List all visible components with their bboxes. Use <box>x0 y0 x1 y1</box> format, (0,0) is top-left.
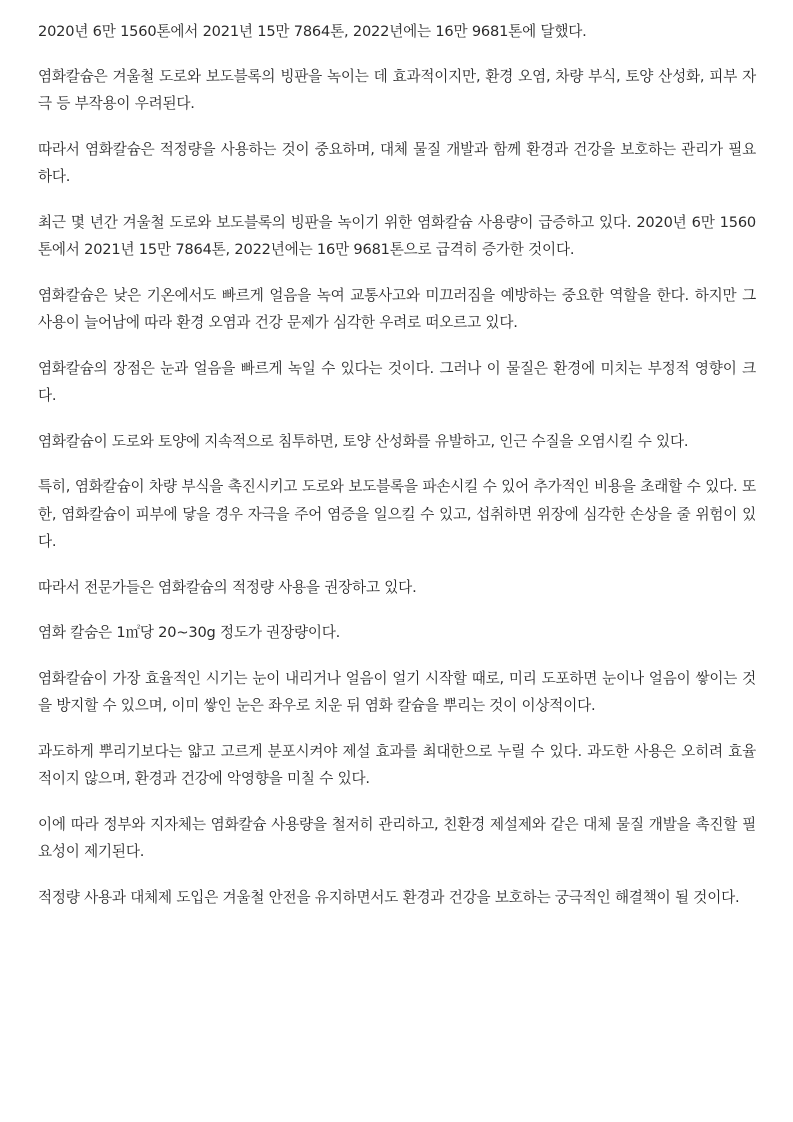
paragraph-4: 최근 몇 년간 겨울철 도로와 보도블록의 빙판을 녹이기 위한 염화칼슘 사용량이 급증하고 있다. 2020년 6만 1560톤에서 2021년 15만 7864톤, 2022년에는 16만 9681톤으로 급격히 증가한 것이다. <box>38 213 756 258</box>
article-body <box>38 18 756 929</box>
paragraph-10: 염화 칼숨은 1㎡당 20~30g 정도가 권장량이다. <box>38 624 341 641</box>
paragraph-3: 따라서 염화칼슘은 적정량을 사용하는 것이 중요하며, 대체 물질 개발과 함께 환경과 건강을 보호하는 관리가 필요하다. <box>38 140 756 185</box>
paragraph-11: 염화칼슘이 가장 효율적인 시기는 눈이 내리거나 얼음이 얼기 시작할 때로, 미리 도포하면 눈이나 얼음이 쌓이는 것을 방지할 수 있으며, 이미 쌓인 눈은 좌우로 치운 뒤 염화 칼슘을 뿌리는 것이 이상적이다. <box>38 669 756 714</box>
paragraph-12: 과도하게 뿌리기보다는 얇고 고르게 분포시켜야 제설 효과를 최대한으로 누릴 수 있다. 과도한 사용은 오히려 효율적이지 않으며, 환경과 건강에 악영향을 미칠 수 있다. <box>38 742 756 787</box>
paragraph-7: 염화칼슘이 도로와 토양에 지속적으로 침투하면, 토양 산성화를 유발하고, 인근 수질을 오염시킬 수 있다. <box>38 432 689 450</box>
paragraph-1: 2020년 6만 1560톤에서 2021년 15만 7864톤, 2022년에는 16만 9681톤에 달했다. <box>38 23 587 40</box>
paragraph-2: 염화칼슘은 겨울철 도로와 보도블록의 빙판을 녹이는 데 효과적이지만, 환경 오염, 차량 부식, 토양 산성화, 피부 자극 등 부작용이 우려된다. <box>38 67 756 112</box>
paragraph-13: 이에 따라 정부와 지자체는 염화칼슘 사용량을 철저히 관리하고, 친환경 제설제와 같은 대체 물질 개발을 촉진할 필요성이 제기된다. <box>38 815 756 860</box>
paragraph-6: 염화칼슘의 장점은 눈과 얼음을 빠르게 녹일 수 있다는 것이다. 그러나 이 물질은 환경에 미치는 부정적 영향이 크다. <box>38 359 756 404</box>
paragraph-14: 적정량 사용과 대체제 도입은 겨울철 안전을 유지하면서도 환경과 건강을 보호하는 궁극적인 해결책이 될 것이다. <box>38 888 740 906</box>
paragraph-9: 따라서 전문가들은 염화칼슘의 적정량 사용을 권장하고 있다. <box>38 578 417 596</box>
paragraph-5: 염화칼슘은 낮은 기온에서도 빠르게 얼음을 녹여 교통사고와 미끄러짐을 예방하는 중요한 역할을 한다. 하지만 그 사용이 늘어남에 따라 환경 오염과 건강 문제가 심각한 우려로 떠오르고 있다. <box>38 286 756 331</box>
paragraph-8: 특히, 염화칼슘이 차량 부식을 촉진시키고 도로와 보도블록을 파손시킬 수 있어 추가적인 비용을 초래할 수 있다. 또한, 염화칼슘이 피부에 닿을 경우 자극을 주어 염증을 일으킬 수 있고, 섭취하면 위장에 심각한 손상을 줄 위험이 있다. <box>38 478 756 550</box>
